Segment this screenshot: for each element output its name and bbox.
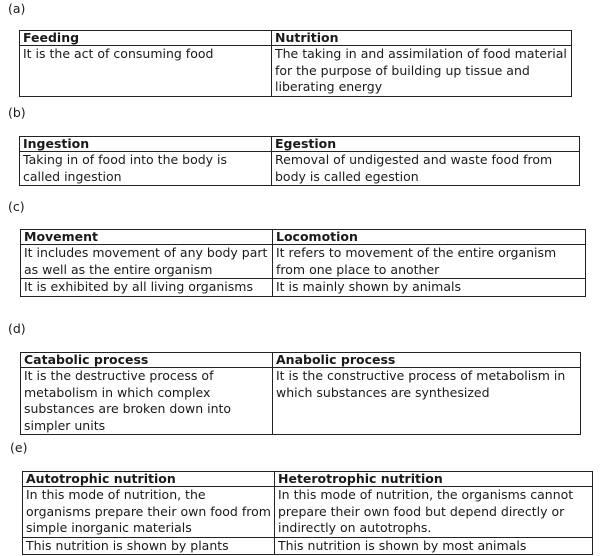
- table-row: [23, 487, 593, 538]
- column-header-right: Anabolic process: [273, 353, 581, 368]
- table-cell-right: It is the constructive process of metabolism in which substances are synthesized: [273, 368, 581, 435]
- comparison-table-c: [20, 229, 586, 297]
- column-header-left: Feeding: [20, 31, 272, 46]
- section-label-b: (b): [8, 105, 26, 120]
- column-header-left: Catabolic process: [21, 353, 273, 368]
- table-header-row: [20, 137, 580, 152]
- table-cell-left: Taking in of food into the body is called ingestion: [20, 152, 272, 186]
- table-cell-left: This nutrition is shown by plants: [23, 537, 275, 555]
- section-label-d: (d): [8, 321, 26, 336]
- table-header-row: [20, 31, 572, 46]
- column-header-left: Ingestion: [20, 137, 272, 152]
- column-header-right: Egestion: [272, 137, 580, 152]
- section-label-c: (c): [8, 199, 25, 214]
- table-header-row: [23, 472, 593, 487]
- table-cell-right: It is mainly shown by animals: [273, 279, 586, 297]
- column-header-left: Movement: [21, 230, 273, 245]
- table-cell-right: This nutrition is shown by most animals: [275, 537, 593, 555]
- table-row: [21, 245, 586, 279]
- table-cell-right: In this mode of nutrition, the organisms cannot prepare their own food but depend directly or indirectly on autotrophs.: [275, 487, 593, 538]
- table-row: [21, 368, 581, 435]
- table-row: [20, 46, 572, 97]
- column-header-left: Autotrophic nutrition: [23, 472, 275, 487]
- table-header-row: [21, 353, 581, 368]
- table-row: [20, 152, 580, 186]
- table-cell-left: It is the act of consuming food: [20, 46, 272, 97]
- column-header-right: Heterotrophic nutrition: [275, 472, 593, 487]
- table-cell-left: In this mode of nutrition, the organisms prepare their own food from simple inorganic materials: [23, 487, 275, 538]
- comparison-table-a: [19, 30, 572, 97]
- table-cell-right: The taking in and assimilation of food material for the purpose of building up tissue and liberating energy: [272, 46, 572, 97]
- section-label-a: (a): [8, 1, 26, 16]
- column-header-right: Locomotion: [273, 230, 586, 245]
- table-cell-right: It refers to movement of the entire organism from one place to another: [273, 245, 586, 279]
- table-cell-right: Removal of undigested and waste food from body is called egestion: [272, 152, 580, 186]
- section-label-e: (e): [10, 440, 28, 455]
- table-header-row: [21, 230, 586, 245]
- comparison-table-b: [19, 136, 580, 186]
- comparison-table-d: [20, 352, 581, 435]
- table-cell-left: It is exhibited by all living organisms: [21, 279, 273, 297]
- comparison-table-e: [22, 471, 593, 555]
- column-header-right: Nutrition: [272, 31, 572, 46]
- table-row: [23, 537, 593, 555]
- table-cell-left: It includes movement of any body part as well as the entire organism: [21, 245, 273, 279]
- table-cell-left: It is the destructive process of metabolism in which complex substances are broken down into simpler units: [21, 368, 273, 435]
- table-row: [21, 279, 586, 297]
